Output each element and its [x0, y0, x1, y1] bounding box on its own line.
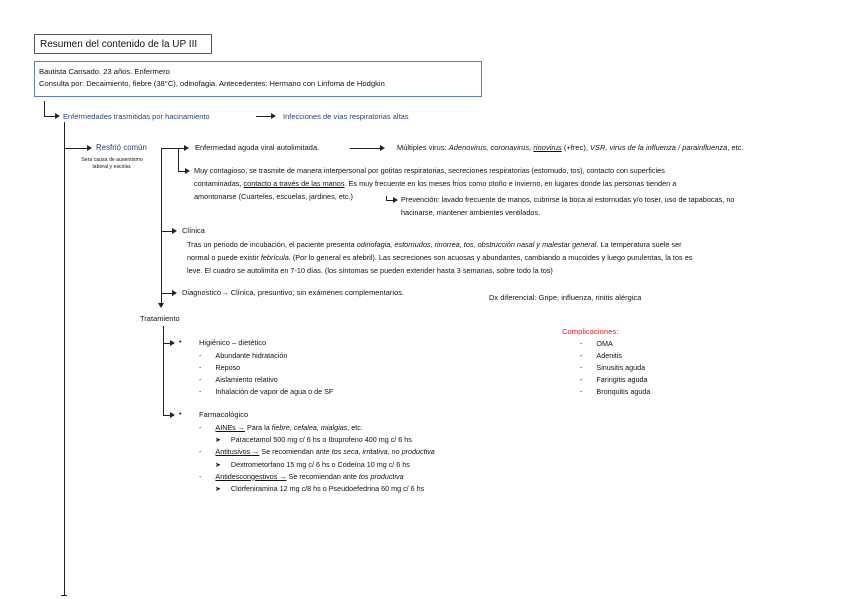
aines-text-2: fiebre, cefalea, mialgias	[271, 423, 348, 432]
antidesc-text-1: Se recomiendan ante	[286, 471, 359, 481]
list-item-text: Bronquitis aguda	[596, 387, 651, 396]
virus-prefix: Múltiples virus:	[397, 143, 449, 152]
arrow-icon	[271, 113, 276, 119]
contagio-l2a: contaminadas,	[194, 179, 244, 188]
dx-diferencial: Dx diferencial: Gripe, influenza, rinitis alérgica	[489, 293, 642, 302]
dash: -	[580, 363, 583, 372]
farmacologico-label: Farmacológico	[199, 410, 249, 419]
dash: -	[580, 387, 583, 396]
virus-list-2: VSR, virus de la influenza / parainfluenza	[590, 143, 728, 152]
aines-dose-row	[199, 434, 435, 446]
contagio-l2b: contacto a través de las manos	[243, 179, 345, 188]
antitusivos-row	[199, 446, 435, 458]
aines-label: AINEs →	[215, 423, 245, 432]
list-item-text: Aislamiento relativo	[215, 375, 278, 384]
aines-dose: Paracetamol 500 mg c/ 6 hs o Ibuprofeno 400 mg c/ 6 hs	[230, 435, 412, 445]
clinica-paragraph	[187, 238, 692, 277]
tratamiento-label: Tratamiento	[140, 314, 180, 323]
higienico-label: Higiénico – dietético	[199, 338, 267, 347]
dash: -	[580, 351, 583, 360]
clinica-line-2	[187, 251, 692, 264]
clinica-line-3: leve. El cuadro se autolimita en 7-10 días. (los síntomas se pueden extender hasta 3 semanas, sobre todo la tos)	[187, 266, 553, 275]
list-item	[580, 350, 650, 362]
arrow-icon	[55, 113, 60, 119]
virus-frec: (+frec),	[561, 143, 591, 152]
complicaciones-list	[580, 338, 650, 398]
dash: -	[199, 375, 202, 384]
clinica-label: Clínica	[182, 226, 205, 235]
resfrio-note-2: laboral y escolar.	[92, 164, 132, 170]
prevencion-paragraph	[401, 193, 734, 219]
enfermedad-aguda: Enfermedad aguda viral autolimitada.	[195, 143, 320, 152]
antitusivos-text-2: tos seca, irritativa, no productiva	[331, 447, 435, 457]
arrow-icon	[172, 290, 177, 296]
list-item	[199, 386, 333, 398]
arrow-bullet-icon: ➤	[215, 436, 221, 445]
patient-box	[34, 61, 482, 97]
clinica-l1a: Tras un periodo de incubación, el paciente presenta	[187, 240, 357, 249]
list-item	[199, 374, 333, 386]
antidesc-row	[199, 471, 435, 483]
list-item	[199, 362, 333, 374]
connector-line	[178, 148, 179, 171]
antitusivos-text-1: Se recomiendan ante	[259, 447, 332, 457]
arrow-icon	[172, 228, 177, 234]
connector-line	[178, 171, 185, 172]
arrow-icon	[185, 168, 190, 174]
list-item-text: Adenitis	[596, 351, 622, 360]
dash: -	[199, 471, 202, 481]
arrow-bullet-icon: ➤	[215, 485, 221, 494]
higienico-bullet: •	[179, 337, 182, 346]
antitusivos-label: Antitusivos →	[215, 447, 260, 457]
connector-line	[350, 148, 380, 149]
arrow-icon	[380, 145, 385, 151]
contagio-line-3: amontonarse (Cuarteles, escuelas, jardines, etc.)	[194, 192, 353, 201]
diagnostico: Diagnostico→ Clínica, presuntivo; sin exámenes complementarios.	[182, 288, 405, 297]
aines-text-3: , etc.	[347, 423, 363, 432]
dash: -	[199, 387, 202, 396]
antidesc-dose-row	[199, 483, 435, 495]
clinica-line-1	[187, 238, 692, 251]
connector-line	[161, 148, 185, 149]
main-vertical-line	[64, 122, 65, 595]
connector-line	[61, 595, 67, 596]
dash: -	[199, 363, 202, 372]
clinica-l2c: (Por lo general es afebril). Las secreciones son acuosas y abundantes, cambiando a mucoides y luego purulentas, la tos es	[290, 253, 693, 262]
page-title: Resumen del contenido de la UP III	[34, 34, 212, 54]
resfrio-vertical-line	[161, 148, 162, 307]
antitusivos-dose: Dextrometorfano 15 mg c/ 6 hs o Codeína 10 mg c/ 6 hs	[230, 459, 410, 469]
virus-etc: , etc.	[727, 143, 744, 152]
antidesc-text-2: tos productiva	[358, 471, 404, 481]
resfrio-label: Resfrió común	[96, 143, 147, 152]
antidesc-dose: Clorfeniramina 12 mg c/8 hs o Pseudoefedrina 60 mg c/ 6 hs	[230, 484, 425, 494]
higienico-list	[199, 350, 333, 398]
list-item	[199, 350, 333, 362]
aines-row	[199, 422, 435, 434]
patient-line-2: Consulta por: Decaimiento, fiebre (38°C), odinofagia. Antecedentes: Hermano con Linfoma de Hodgkin	[39, 79, 385, 88]
virus-text	[397, 143, 744, 152]
complicaciones-label: Complicaciones:	[562, 327, 619, 336]
contagio-l2c: . Es muy frecuente en los meses fríos como otoño e invierno, en lugares donde las personas tienden a	[344, 179, 677, 188]
clinica-l1b: odinofagia, estornudos, rinorrea, tos, obstrucción nasal y malestar general	[356, 240, 597, 249]
list-item	[580, 386, 650, 398]
list-item-text: OMA	[596, 339, 613, 348]
dash: -	[199, 423, 202, 432]
antidesc-label: Antidescongestivos →	[215, 471, 287, 481]
prevencion-line-1: Prevención: lavado frecuente de manos, cubrirse la boca al estornudas y/o toser, uso de tapabocas, no	[401, 195, 735, 204]
virus-rinovirus: rinovirus	[533, 143, 562, 152]
list-item	[580, 362, 650, 374]
connector-line	[44, 101, 45, 116]
arrow-icon	[87, 145, 92, 151]
patient-line-1: Bautista Cansado. 23 años. Enfermero	[39, 67, 170, 76]
list-item-text: Inhalación de vapor de agua o de SF	[215, 387, 334, 396]
tratamiento-vertical-line	[163, 326, 164, 416]
arrow-icon	[393, 197, 398, 203]
contagio-line-2	[194, 177, 676, 190]
list-item	[580, 374, 650, 386]
list-item-text: Sinusitis aguda	[596, 363, 646, 372]
list-item-text: Abundante hidratación	[215, 351, 288, 360]
dash: -	[580, 339, 583, 348]
clinica-l2a: normal o puede existir	[187, 253, 261, 262]
connector-line	[256, 116, 271, 117]
prevencion-line-2: hacinarse, mantener ambientes ventilados.	[401, 208, 541, 217]
clinica-l1c: . La temperatura suele ser	[596, 240, 682, 249]
list-item	[580, 338, 650, 350]
resfrio-note-1: Sera causa de ausentismo	[81, 157, 143, 163]
virus-list-1: Adenovirus, coronavirus,	[448, 143, 534, 152]
arrow-icon	[170, 340, 175, 346]
arrow-icon	[170, 412, 175, 418]
resfrio-note	[68, 157, 156, 171]
dash: -	[199, 447, 202, 457]
dash: -	[199, 351, 202, 360]
farmacologico-bullet: •	[179, 409, 182, 418]
arrow-icon	[184, 145, 189, 151]
arrow-bullet-icon: ➤	[215, 460, 221, 469]
farmacologico-list	[199, 422, 435, 495]
connector-line	[64, 148, 87, 149]
list-item-text: Reposo	[215, 363, 241, 372]
list-item-text: Faringitis aguda	[596, 375, 648, 384]
contagio-line-1: Muy contagioso, se trasmite de manera interpersonal por gotitas respiratorias, secreciones respiratorias (estornudo, tos), contacto con superficies	[194, 166, 665, 175]
dash: -	[580, 375, 583, 384]
arrow-down-icon	[158, 303, 164, 308]
clinica-l2b: febrícula.	[260, 253, 291, 262]
antitusivos-dose-row	[199, 459, 435, 471]
enfermedades-heading: Enfermedades trasmitidas por hacinamiento	[63, 112, 210, 121]
aines-text-1: Para la	[244, 423, 272, 432]
infecciones-heading: Infecciones de vías respiratorias altas	[283, 112, 409, 121]
